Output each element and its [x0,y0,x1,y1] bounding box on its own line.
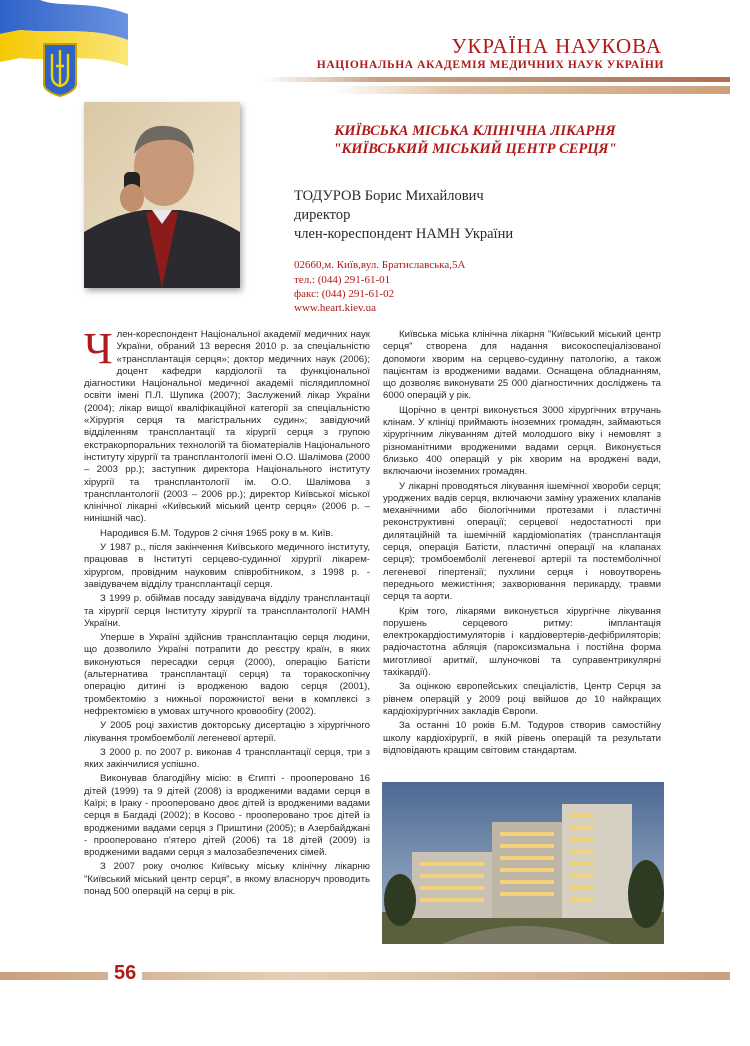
paragraph: Уперше в Україні здійснив трансплантацію серця людини, що дозволило Україні потрапити до реєстру країн, в яких виконуються пересадки серця (2000), операцію Батісти (альтернатива трансплантації серця) та торакоскопічну операцію дитині із вродженою вадою серця (2001), тромбектомію з нижньої порожнистої вени в комплексі з нефректомією в умовах штучного кровообігу (2002). [84,632,370,717]
paragraph: Щорічно в центрі виконується 3000 хірургічних втручань клінам. У клініці приймають іноземних громадян, займаються хірургічним лікуванням дітей молодшого віку і немовлят з різноманітними вродженими вадами серця. Виконується близько 400 операцій у рік хворим на вроджені вади, включаючи іноземних громадян. [383,404,661,478]
page-number: 56 [108,962,142,985]
paragraph: З 1999 р. обіймав посаду завідувача відділу трансплантації та хірургії серця Інституту хірургії та трансплантології НАМН України. [84,593,370,629]
paragraph: У лікарні проводяться лікування ішемічної хвороби серця; уроджених вадів серця, включаючи заміну уражених клапанів механічними або біологічними протезами і пластичні реконструктивні операції; серцевої недостатності при дилятаційній та ішемічній кардіоміопатіях (трансплантація серця, операція Батісти, пластичні операції на клапанах серця); тромбоемболії легеневої артерії та постемболічної легеневої гіпертензії; пухлини серця і новоутворень переднього межистіння; захворювання перикарду, травми серця та аорти. [383,480,661,603]
person-position: директор [294,207,351,223]
header-divider-secondary [330,86,730,94]
contact-fax: факс: (044) 291-61-02 [294,288,395,300]
paragraph: У 2005 році захистив докторську дисертацію з хірургічного лікування тромбоемболії легеневої артерії. [84,720,370,744]
paragraph: Народився Б.М. Тодуров 2 січня 1965 року в м. Київ. [100,527,334,539]
header-divider [262,77,730,82]
ukrainian-flag-emblem [0,0,130,98]
paragraph: Київська міська клінічна лікарня "Київський міський центр серця" створена для надання високоспеціалізованої допомоги хворим на серцево-судинну патологію, а також пацієнтам із вродженими вадами. Оснащена обладнанням, що дозволяє виконувати 25 000 діагностичних досліджень та 6000 операцій у рік. [383,329,661,402]
contact-phone: тел.: (044) 291-61-01 [294,274,391,286]
paragraph: За останні 10 років Б.М. Тодуров створив самостійну школу кардіохірургії, в якій рівень операцій та результати відповідають кращим світовим стандартам. [383,720,661,756]
paragraph: За оцінкою європейських спеціалістів, Центр Серця за рівнем операцій у 2009 році ввійшов до 10 найкращих кардіохірургічних закладів Європи. [383,681,661,717]
person-title: член-кореспондент НАМН України [294,226,514,242]
header-title: УКРАЇНА НАУКОВА [451,34,662,58]
person-name: ТОДУРОВ Борис Михайлович [294,188,484,204]
paragraph: З 2000 р. по 2007 р. виконав 4 трансплантації серця, три з яких закінчилися успішно. [84,746,370,771]
contact-website[interactable]: www.heart.kiev.ua [294,302,376,314]
paragraph: У 1987 р., після закінчення Київського медичного інституту, працював в Інституті серцево-судинної хірургії лікарем-хірургом, провідним науковим співробітником, з 1998 р. - завідувачем відділу трансплантації серця. [84,542,370,590]
paragraph: Крім того, лікарями виконується хірургічне лікування порушень серцевого ритму: імплантація електрокардіостимуляторів і кардіовертерів-дефібриляторів; радіочастотна абляція (пароксизмальна і постійна форма миготливої аритмії, шлуночкові та суправентрикулярні тахікардії). [383,605,661,679]
director-portrait-photo [84,102,240,288]
article-right-column [383,329,661,759]
organization-name-line2: "КИЇВСЬКИЙ МІСЬКИЙ ЦЕНТР СЕРЦЯ" [333,141,617,157]
header-subtitle: НАЦІОНАЛЬНА АКАДЕМІЯ МЕДИЧНИХ НАУК УКРАЇНИ [316,59,664,71]
paragraph: З 2007 року очолює Київську міську клінічну лікарню "Київський міський центр серця", в якому власноруч проводить понад 500 операцій на серці в рік. [84,861,370,898]
paragraph-biography: Член-кореспондент Національної академії медичних наук України, обраний 13 вересня 2010 р. за спеціальністю «трансплантація серця»; доктор медичних наук (2006); доцент кафедри кардіології та функціональної діагностики Національної медичної академії післядипломної освіти імені П.Л. Шупика (2007); Заслужений лікар України (2004); лікар вищої кваліфікаційної категорії за спеціальністю «Хірургія серця та магістральних судин»; завідуючий відділенням трансплантації та хірургії серця з групою екстракорпоральних технологій та біоматеріалів Національного інституту хірургії та трансплантології імені О.О. Шалімова (2000 – 2003 рр.); заступник директора Національного інституту хірургії та трансплантології ім. О.О. Шалімова з трансплантології (2003 – 2006 рр.); директор Київської міської клінічної лікарні «Київський міський центр серця» (2006 р. – нинішній час). [84,324,370,525]
article-left-column [84,324,370,900]
contact-address: 02660,м. Київ,вул. Братиславська,5А [294,259,466,271]
drop-cap: Ч [84,324,113,373]
hospital-building-photo [382,782,664,944]
organization-name-line1: КИЇВСЬКА МІСЬКА КЛІНІЧНА ЛІКАРНЯ [334,123,616,139]
paragraph: Виконував благодійну місію: в Єгипті - прооперовано 16 дітей (1999) та 9 дітей (2008) із вродженими вадами серця в Каїрі; в Іраку - прооперовано двоє дітей із вродженими вадами серця в Багдаді (2002); в Косово - прооперовано троє дітей із вродженими вадами серця з Приштини (2005); в Азербайджані - прооперовано п'ятеро дітей (2006) та 18 дітей (2009) із вродженими вадами серця з малозабезпечених сімей. [84,773,370,859]
